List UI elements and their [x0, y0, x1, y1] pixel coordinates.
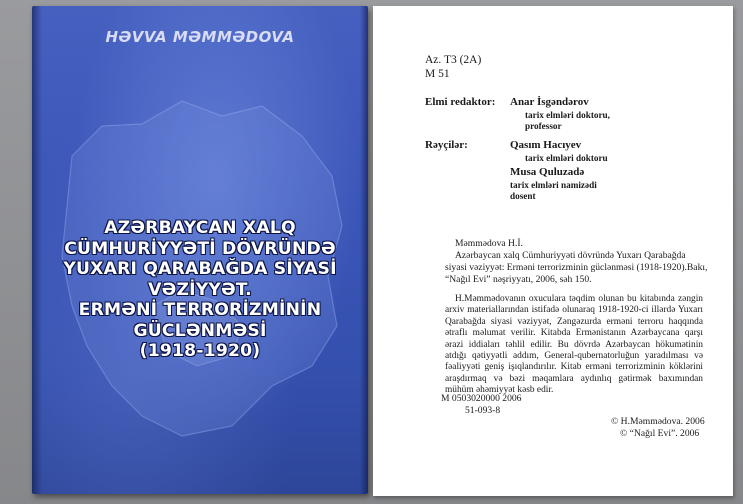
cover-title-line: ERMƏNİ TERRORİZMİNİN — [78, 300, 322, 320]
reviewer-2-degree: tarix elmləri namizədi — [510, 180, 597, 190]
annotation-paragraph — [445, 294, 703, 397]
reviewers-label: Rəyçilər: — [425, 139, 468, 151]
reviewer-1-degree: tarix elmləri doktoru — [525, 153, 608, 163]
classification-code: Az. T3 (2A) — [425, 54, 482, 66]
cover-title-line: VƏZİYYƏT. — [148, 279, 252, 300]
annotation-text: H.Məmmədovanın oxuculara təqdim olunan bu kitabında zəngin arxiv materiallarından istifadə olunaraq 1918-1920-ci illərdə Yuxarı Qarabağda siyasi vəziyyət, Zəngəzurda erməni terroru haqqında ətraflı məlumat verilir. Kitabda Ermənistanın Azərbaycana qarşı ərazi iddiaları təhlil edilir. Bu dövrdə Azərbaycan hökumətinin atdığı qətiyyətli addım, General-qubernatorluğun yaradılması və fəaliyyəti geniş işıqlandırılır. Kitab erməni terrorizminin köklərini araşdırmaq və bəzi məqamlara aydınlıq gətirmək baxımından mühüm əhəmiyyət kəsb edir. — [445, 294, 703, 396]
book-cover — [32, 6, 368, 494]
cover-title-line: AZƏRBAYCAN XALQ — [104, 218, 296, 238]
cover-title-line: CÜMHURİYYƏTİ DÖVRÜNDƏ — [64, 238, 336, 259]
reviewer-1-name: Qasım Hacıyev — [510, 139, 582, 151]
cover-title-line: GÜCLƏNMƏSİ — [133, 320, 267, 341]
reviewer-2-name: Musa Quluzadə — [510, 166, 585, 178]
copyright-author: © H.Məmmədova. 2006 — [611, 416, 705, 427]
cover-title — [42, 218, 358, 362]
author-mark: M 51 — [425, 68, 450, 80]
editor-name: Anar İsgəndərov — [510, 96, 589, 108]
cover-title-line: (1918-1920) — [139, 341, 261, 361]
isbn-part: 51-093-8 — [465, 405, 501, 416]
editor-label: Elmi redaktor: — [425, 96, 496, 108]
editor-degree: tarix elmləri doktoru, — [525, 110, 610, 120]
title-page — [373, 6, 733, 496]
reviewer-2-rank: dosent — [510, 191, 536, 201]
copyright-publisher: © “Nağıl Evi”. 2006 — [620, 428, 700, 439]
biblio-author: Məmmədova H.İ. — [455, 238, 523, 249]
edge-shadow — [360, 6, 368, 494]
biblio-publisher: “Nağıl Evi” nəşriyyatı, 2006, səh 150. — [445, 274, 592, 285]
biblio-subtitle: siyasi vəziyyət: Erməni terrorizminin güclənməsi (1918-1920).Bakı, — [445, 262, 708, 273]
editor-rank: professor — [525, 121, 562, 131]
catalog-code: M 0503020000 2006 — [441, 393, 522, 404]
biblio-title: Azərbaycan xalq Cümhuriyyəti dövründə Yuxarı Qarabağda — [455, 250, 686, 261]
cover-author: HƏVVA MƏMMƏDOVA — [105, 28, 295, 46]
cover-title-line: YUXARI QARABAĞDA SİYASİ — [63, 259, 337, 279]
spine-shadow — [32, 6, 42, 494]
